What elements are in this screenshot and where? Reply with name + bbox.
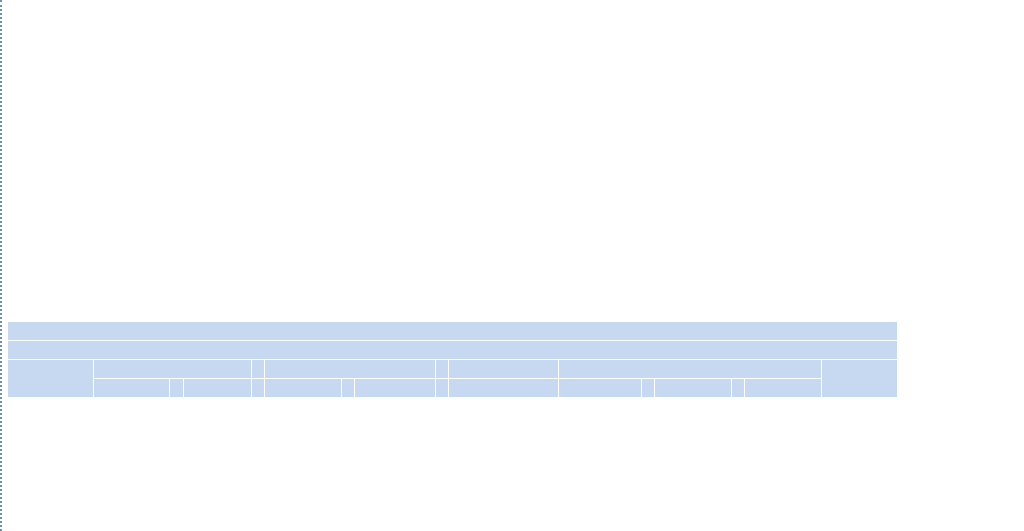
table-title [8, 322, 898, 341]
header-income-statement [558, 360, 821, 379]
header-cash-flow [822, 360, 898, 398]
header-accounts-payable [264, 379, 341, 398]
minus-sign [642, 379, 655, 398]
header-event-no [8, 360, 94, 398]
left-dotted-rule [0, 0, 2, 531]
table-subtitle [8, 341, 898, 360]
equals-sign [251, 379, 264, 398]
header-expense [655, 379, 732, 398]
header-revenue [558, 379, 641, 398]
header-net-income [745, 379, 822, 398]
header-stockholders-equity [449, 360, 559, 379]
equals-sign [251, 360, 264, 379]
plus-sign [435, 360, 448, 379]
header-unearned-revenue [354, 379, 435, 398]
equals-sign [732, 379, 745, 398]
plus-sign [341, 379, 354, 398]
header-cash [93, 379, 170, 398]
header-supplies [183, 379, 251, 398]
header-liabilities [264, 360, 435, 379]
header-retained-earnings [449, 379, 559, 398]
plus-sign [435, 379, 448, 398]
plus-sign [170, 379, 183, 398]
header-assets [93, 360, 251, 379]
horizontal-statements-model [7, 321, 898, 398]
